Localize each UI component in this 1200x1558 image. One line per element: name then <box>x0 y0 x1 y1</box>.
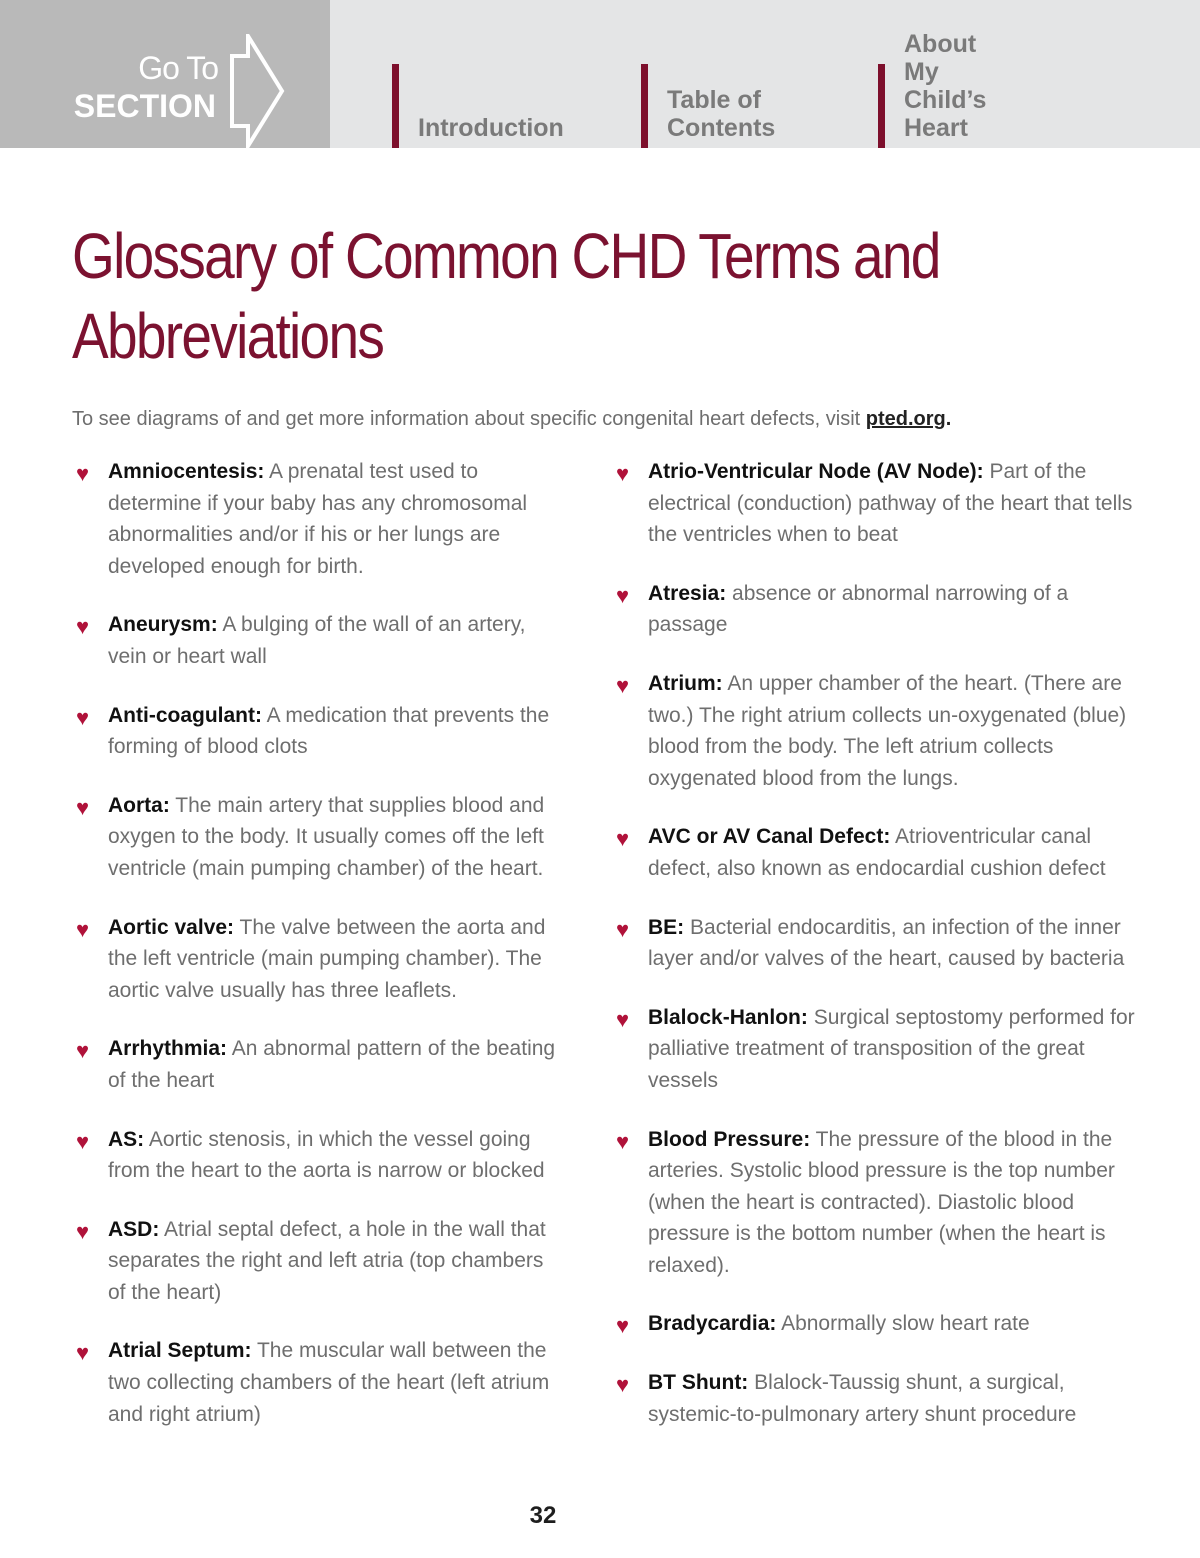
glossary-definition: absence or abnormal narrowing of a passage <box>648 581 1069 637</box>
heart-icon: ♥ <box>76 614 90 640</box>
glossary-term: BE: <box>648 915 685 939</box>
glossary-term: Anti-coagulant: <box>108 703 262 727</box>
glossary-entry <box>616 1124 1136 1282</box>
intro-text: To see diagrams of and get more information about specific congenital heart defects, visit <box>72 408 866 430</box>
glossary-definition: A prenatal test used to determine if your baby has any chromosomal abnormalities and/or if his or her lungs are developed enough for birth. <box>108 460 528 578</box>
go-to-section-button[interactable] <box>0 0 330 148</box>
heart-icon: ♥ <box>76 1340 90 1366</box>
glossary-entry <box>76 700 566 763</box>
tab-accent-bar <box>878 64 885 148</box>
glossary-entry <box>76 609 566 672</box>
tab-table-of-contents-label: Table of Contents <box>667 86 776 142</box>
heart-icon: ♥ <box>616 826 630 852</box>
page-title-line-1: Glossary of Common CHD Terms and <box>72 220 940 292</box>
section-label: SECTION <box>73 88 216 124</box>
glossary-entry <box>76 1335 566 1430</box>
glossary-definition: The valve between the aorta and the left ventricle (main pumping chamber). The aortic valve usually has three leaflets. <box>108 915 546 1002</box>
glossary-entry <box>616 912 1136 975</box>
glossary-entry <box>616 578 1136 641</box>
tab-accent-bar <box>392 64 399 148</box>
glossary-definition: A bulging of the wall of an artery, vein or heart wall <box>108 613 526 668</box>
glossary-term: Atrio-Ventricular Node (AV Node): <box>648 460 984 483</box>
glossary-entry <box>616 1367 1136 1430</box>
glossary-entry <box>616 668 1136 794</box>
glossary-definition: Blalock-Taussig shunt, a surgical, systemic-to-pulmonary artery shunt procedure <box>648 1371 1077 1426</box>
glossary-definition: Surgical septostomy performed for palliative treatment of transposition of the great vessels <box>648 1005 1135 1092</box>
glossary-entry <box>76 456 566 582</box>
heart-icon: ♥ <box>76 1038 90 1064</box>
pted-link[interactable]: pted.org <box>865 408 946 430</box>
glossary-definition: An abnormal pattern of the beating of the heart <box>108 1037 556 1092</box>
heart-icon: ♥ <box>76 1128 90 1154</box>
glossary-term: BT Shunt: <box>648 1371 749 1395</box>
heart-icon: ♥ <box>616 1128 630 1154</box>
page-number: 32 <box>529 1502 557 1529</box>
glossary-definition: Bacterial endocarditis, an infection of the inner layer and/or valves of the heart, caused by bacteria <box>648 915 1125 971</box>
glossary-entry <box>616 456 1136 551</box>
glossary-definition: The pressure of the blood in the arteries. Systolic blood pressure is the top number (when the heart is contracted). Diastolic blood pressure is the bottom number (when the heart is relaxed). <box>648 1127 1115 1277</box>
glossary-term: Atrial Septum: <box>108 1339 252 1363</box>
heart-icon: ♥ <box>616 1006 630 1032</box>
glossary-term: AVC or AV Canal Defect: <box>648 825 891 849</box>
glossary-entry <box>76 912 566 1007</box>
glossary-term: Bradycardia: <box>648 1312 777 1336</box>
glossary-term: Aortic valve: <box>108 915 235 939</box>
right-arrow-outline-icon <box>226 34 286 148</box>
glossary-entry <box>76 1214 566 1309</box>
glossary-definition: Abnormally slow heart rate <box>776 1312 1030 1336</box>
glossary-entry <box>76 1033 566 1096</box>
page-title-line-2: Abbreviations <box>72 300 384 372</box>
glossary-definition: The main artery that supplies blood and oxygen to the body. It usually comes off the left ventricle (main pumping chamber) of the heart. <box>108 793 545 880</box>
glossary-definition: Part of the electrical (conduction) pathway of the heart that tells the ventricles when to beat <box>648 460 1133 547</box>
glossary-term: Arrhythmia: <box>108 1037 228 1061</box>
glossary-definition: Atrioventricular canal defect, also known as endocardial cushion defect <box>648 825 1106 880</box>
tab-accent-bar <box>641 64 648 148</box>
glossary-definition: An upper chamber of the heart. (There are two.) The right atrium collects un-oxygenated (blue) blood from the body. The left atrium collects oxygenated blood from the lungs. <box>648 671 1127 790</box>
glossary-entry <box>76 790 566 885</box>
heart-icon: ♥ <box>76 1218 90 1244</box>
intro-period: . <box>945 408 952 430</box>
heart-icon: ♥ <box>616 461 630 486</box>
glossary-term: AS: <box>108 1127 145 1151</box>
heart-icon: ♥ <box>76 461 90 486</box>
glossary-definition: A medication that prevents the forming of blood clots <box>108 703 550 759</box>
heart-icon: ♥ <box>76 704 90 730</box>
glossary-definition: The muscular wall between the two collecting chambers of the heart (left atrium and right atrium) <box>108 1339 550 1426</box>
glossary-entry <box>616 1002 1136 1097</box>
glossary-term: Blalock-Hanlon: <box>648 1005 808 1029</box>
top-nav-bar <box>0 0 1200 148</box>
glossary-entry <box>76 1124 566 1187</box>
glossary-definition: Atrial septal defect, a hole in the wall that separates the right and left atria (top chambers of the heart) <box>108 1217 546 1304</box>
heart-icon: ♥ <box>616 1313 630 1339</box>
glossary-entry <box>616 1308 1136 1340</box>
heart-icon: ♥ <box>616 1372 630 1398</box>
glossary-left-column <box>76 456 566 1430</box>
intro-paragraph <box>72 408 1172 431</box>
glossary-term: Atresia: <box>648 581 727 605</box>
glossary-term: Aneurysm: <box>108 613 218 637</box>
glossary-term: Aorta: <box>108 793 170 817</box>
heart-icon: ♥ <box>76 916 90 942</box>
heart-icon: ♥ <box>616 582 630 608</box>
glossary-term: Blood Pressure: <box>648 1127 811 1151</box>
tab-introduction-label: Introduction <box>418 114 564 142</box>
heart-icon: ♥ <box>616 916 630 942</box>
glossary-entry <box>616 821 1136 884</box>
glossary-right-column <box>616 456 1136 1430</box>
heart-icon: ♥ <box>76 794 90 820</box>
tab-about-label: About My Child’s Heart <box>904 30 987 142</box>
glossary-definition: Aortic stenosis, in which the vessel going from the heart to the aorta is narrow or blocked <box>108 1127 545 1183</box>
page-title <box>72 216 975 376</box>
glossary-term: Amniocentesis: <box>108 460 265 483</box>
go-to-label: Go To <box>138 50 218 86</box>
glossary-term: Atrium: <box>648 671 723 695</box>
heart-icon: ♥ <box>616 672 630 698</box>
glossary-term: ASD: <box>108 1217 160 1241</box>
